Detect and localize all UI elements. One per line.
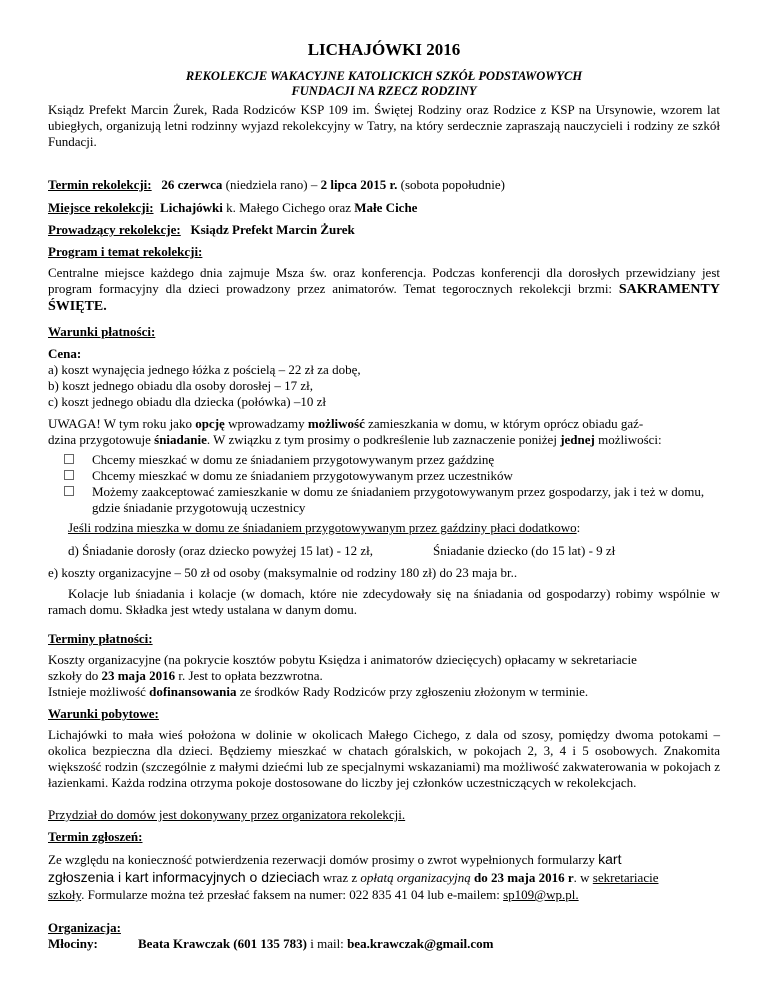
zgloszenia-line-1 (48, 851, 738, 868)
program-paragraph (48, 265, 720, 315)
zgloszenia-sekretariat: sekretariacie (592, 870, 659, 885)
uwaga-mozliwosc: możliwość (307, 416, 365, 431)
warunki-pobytowe-paragraph: Lichajówki to mała wieś położona w dolinie w okolicach Małego Cichego, z dala od szosy, pomiędzy dwoma potokami – okolica bezpieczna dla dzieci. Będziemy mieszkać w chatach góralskich, w pokojach 2, 3, 4 i 5 osobowych. Znakomita większość rodzin (szczególnie z małymi dziećmi lub ze specjalnymi wskazaniami) ma możliwość zakwaterowania w pokojach z łazienkami. Każda rodzina otrzyma pokoje dostosowane do liczby jej członków uczestniczących w rekolekcjach. (48, 727, 720, 790)
warunki-platnosci-heading: Warunki płatności: (48, 324, 156, 339)
checkbox-icon[interactable] (64, 486, 74, 496)
price-item-c: c) koszt jednego obiadu dla dziecka (połówka) –10 zł (48, 394, 326, 409)
warunki-pobytowe-heading: Warunki pobytowe: (48, 706, 159, 721)
breakfast-adult: d) Śniadanie dorosły (oraz dziecko powyżej 15 lat) - 12 zł, (68, 543, 374, 558)
termin-start-date: 26 czerwca (161, 177, 223, 192)
terminy-line-2 (48, 668, 738, 684)
zgloszenia-kart: kart (598, 851, 622, 867)
terminy-deadline: 23 maja 2016 (101, 668, 176, 683)
terminy-text-2c: r. Jest to opłata bezzwrotna. (175, 668, 323, 683)
price-item-b: b) koszt jednego obiadu dla osoby dorosłej – 17 zł, (48, 378, 314, 393)
terminy-platnosci-heading: Terminy płatności: (48, 631, 153, 646)
prowadzacy-line (48, 222, 738, 238)
extra-note-colon: : (576, 520, 581, 535)
organizacja-line (48, 936, 738, 952)
uwaga-line-2 (48, 432, 738, 448)
terminy-line-1: Koszty organizacyjne (na pokrycie kosztów pobytu Księdza i animatorów dziecięcych) opłacamy w sekretariacie (48, 652, 637, 667)
checkbox-icon[interactable] (64, 470, 74, 480)
miejsce-label: Miejsce rekolekcji: (48, 200, 154, 215)
terminy-text-3a: Istnieje możliwość (48, 684, 150, 699)
option-checkbox-3[interactable] (64, 484, 724, 516)
zgloszenia-szkoly: szkoły (48, 887, 82, 902)
option-checkbox-1[interactable] (64, 452, 724, 468)
program-heading: Program i temat rekolekcji: (48, 244, 203, 259)
contact-email[interactable]: bea.krawczak@gmail.com (347, 936, 494, 951)
termin-end-day: (sobota popołudnie) (397, 177, 505, 192)
intro-paragraph: Ksiądz Prefekt Marcin Żurek, Rada Rodziców KSP 109 im. Świętej Rodziny oraz Rodzice z KSP na Ursynowie, wzorem lat ubiegłych, organizują letni rodzinny wyjazd rekolekcyjny w Tatry, na który serdecznie zapraszają nauczycieli i rodziny ze szkół Fundacji. (48, 102, 720, 149)
cena-label: Cena: (48, 346, 82, 361)
przydzial-line: Przydział do domów jest dokonywany przez organizatora rekolekcji. (48, 807, 406, 822)
checkbox-icon[interactable] (64, 454, 74, 464)
extra-note-text: Jeśli rodzina mieszka w domu ze śniadaniem przygotowywanym przez gaździny płaci dodatkowo (68, 520, 577, 535)
zgloszenia-oplata: opłatą organizacyjną (360, 870, 471, 885)
terminy-dofinansowanie: dofinansowania (149, 684, 237, 699)
prowadzacy-name: Ksiądz Prefekt Marcin Żurek (190, 222, 355, 237)
kolacje-paragraph: Kolacje lub śniadania i kolacje (w domach, które nie zdecydowały się na śniadania od gospodarzy) robimy wspólnie w ramach domu. Składka jest wtedy ustalana w danym domu. (48, 586, 720, 617)
miejsce-place-1: Lichajówki (160, 200, 223, 215)
program-theme: SAKRAMENTY ŚWIĘTE. (48, 282, 720, 314)
price-item-a: a) koszt wynajęcia jednego łóżka z pościelą – 22 zł za dobę, (48, 362, 361, 377)
organizacja-heading: Organizacja: (48, 920, 121, 935)
zgloszenia-email-link[interactable]: sp109@wp.pl. (503, 887, 579, 902)
uwaga-text-6: możliwości: (594, 432, 662, 447)
option-label-1: Chcemy mieszkać w domu ze śniadaniem przygotowywanym przez gaździnę (92, 452, 495, 467)
uwaga-text-2: wprowadzamy (224, 416, 308, 431)
terminy-line-3 (48, 684, 738, 700)
termin-end-date: 2 lipca 2015 r. (320, 177, 398, 192)
uwaga-line-1 (48, 416, 738, 432)
miejsce-mid: k. Małego Cichego oraz (222, 200, 355, 215)
zgloszenia-text-1a: Ze względu na konieczność potwierdzenia rezerwacji domów prosimy o zwrot wypełnionych formularzy (48, 852, 599, 867)
termin-start-day: (niedziela rano) – (222, 177, 321, 192)
uwaga-sniadanie: śniadanie (154, 432, 207, 447)
mail-label: i mail: (306, 936, 348, 951)
uwaga-text-3: zamieszkania w domu, w którym oprócz obiadu gaź- (364, 416, 644, 431)
termin-label: Termin rekolekcji: (48, 177, 152, 192)
page-title: LICHAJÓWKI 2016 (307, 40, 461, 59)
uwaga-text-1: UWAGA! W tym roku jako (48, 416, 196, 431)
miejsce-place-2: Małe Ciche (354, 200, 418, 215)
koszty-organizacyjne: e) koszty organizacyjne – 50 zł od osoby (maksymalnie od rodziny 180 zł) do 23 maja br.. (48, 565, 518, 580)
zgloszenia-forms: zgłoszenia i kart informacyjnych o dzieciach (48, 869, 320, 885)
terminy-text-2a: szkoły do (48, 668, 102, 683)
subtitle-line-2: FUNDACJI NA RZECZ RODZINY (291, 84, 477, 98)
extra-payment-note (68, 520, 758, 536)
uwaga-text-4: dzina przygotowuje (48, 432, 155, 447)
zgloszenia-line-2 (48, 869, 738, 886)
prowadzacy-label: Prowadzący rekolekcje: (48, 222, 181, 237)
subtitle-line-1: REKOLEKCJE WAKACYJNE KATOLICKICH SZKÓŁ PODSTAWOWYCH (185, 69, 583, 83)
zgloszenia-line-3 (48, 887, 738, 903)
option-checkbox-2[interactable] (64, 468, 724, 484)
zgloszenia-deadline: do 23 maja 2016 r (473, 870, 574, 885)
miejsce-line (48, 200, 738, 216)
termin-line (48, 177, 738, 193)
breakfast-child: Śniadanie dziecko (do 15 lat) - 9 zł (433, 543, 616, 558)
mlociny-label: Młociny: (48, 936, 98, 951)
zgloszenia-text-3b: . Formularze można też przesłać faksem na numer: 022 835 41 04 lub e-mailem: (81, 887, 504, 902)
option-label-3: Możemy zaakceptować zamieszkanie w domu ze śniadaniem przygotowywanym przez gospodarzy, jak i też w domu, gdzie śniadanie przygotowują uczestnicy (92, 484, 705, 515)
program-text: Centralne miejsce każdego dnia zajmuje Msza św. oraz konferencja. Podczas konferencji dla dorosłych przewidziany jest program formacyjny dla dzieci prowadzony przez animatorów. Temat tegorocznych rekolekcji brzmi: (48, 265, 720, 296)
termin-zgloszen-heading: Termin zgłoszeń: (48, 829, 143, 844)
zgloszenia-text-2b: wraz z (319, 870, 361, 885)
zgloszenia-text-2f: . w (573, 870, 593, 885)
option-label-2: Chcemy mieszkać w domu ze śniadaniem przygotowywanym przez uczestników (92, 468, 513, 483)
contact-name-phone: Beata Krawczak (601 135 783) (138, 936, 307, 951)
uwaga-text-5: . W związku z tym prosimy o podkreślenie lub zaznaczenie poniżej (206, 432, 561, 447)
terminy-text-3c: ze środków Rady Rodziców przy zgłoszeniu złożonym w terminie. (236, 684, 589, 699)
uwaga-jednej: jednej (560, 432, 595, 447)
uwaga-opcje: opcję (195, 416, 225, 431)
